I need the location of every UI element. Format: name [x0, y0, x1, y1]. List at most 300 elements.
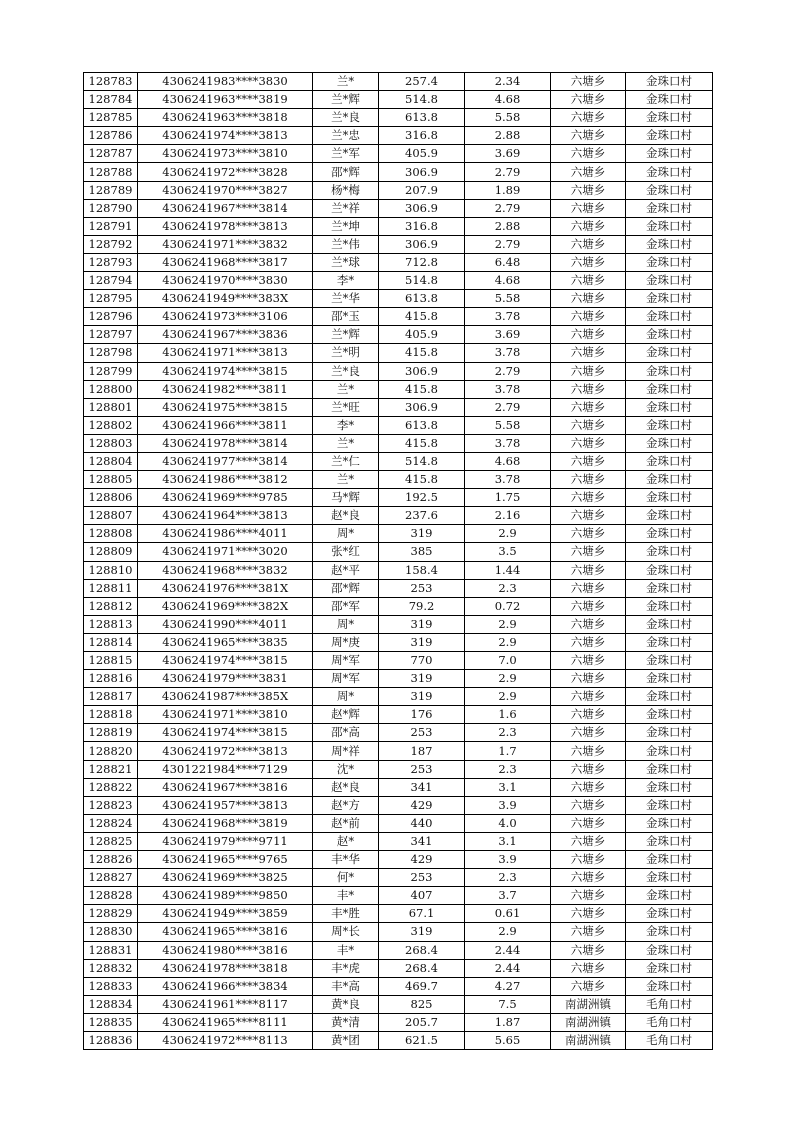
area-cell: 5.58 — [465, 416, 551, 434]
village-cell: 金珠口村 — [626, 163, 713, 181]
village-cell: 金珠口村 — [626, 724, 713, 742]
village-cell: 金珠口村 — [626, 905, 713, 923]
id-number-cell: 4306241974****3813 — [138, 127, 313, 145]
name-cell: 兰*忠 — [313, 127, 379, 145]
name-cell: 黄*清 — [313, 1013, 379, 1031]
id-number-cell: 4306241965****9765 — [138, 851, 313, 869]
area-cell: 2.44 — [465, 941, 551, 959]
table-row — [84, 471, 713, 489]
amount-cell: 205.7 — [379, 1013, 465, 1031]
name-cell: 兰* — [313, 73, 379, 91]
village-cell: 金珠口村 — [626, 887, 713, 905]
area-cell: 3.69 — [465, 145, 551, 163]
area-cell: 2.3 — [465, 869, 551, 887]
township-cell: 南湖洲镇 — [551, 1013, 626, 1031]
id-number-cell: 4306241970****3830 — [138, 272, 313, 290]
table-row — [84, 561, 713, 579]
amount-cell: 253 — [379, 869, 465, 887]
village-cell: 金珠口村 — [626, 253, 713, 271]
village-cell: 毛角口村 — [626, 995, 713, 1013]
village-cell: 金珠口村 — [626, 434, 713, 452]
township-cell: 六塘乡 — [551, 217, 626, 235]
amount-cell: 207.9 — [379, 181, 465, 199]
area-cell: 4.0 — [465, 814, 551, 832]
village-cell: 金珠口村 — [626, 706, 713, 724]
table-row — [84, 995, 713, 1013]
amount-cell: 613.8 — [379, 416, 465, 434]
area-cell: 1.44 — [465, 561, 551, 579]
village-cell: 金珠口村 — [626, 561, 713, 579]
serial-number-cell: 128797 — [84, 326, 138, 344]
id-number-cell: 4306241963****3818 — [138, 109, 313, 127]
table-row — [84, 905, 713, 923]
amount-cell: 341 — [379, 778, 465, 796]
township-cell: 六塘乡 — [551, 362, 626, 380]
serial-number-cell: 128792 — [84, 235, 138, 253]
township-cell: 六塘乡 — [551, 760, 626, 778]
serial-number-cell: 128822 — [84, 778, 138, 796]
area-cell: 2.44 — [465, 959, 551, 977]
township-cell: 六塘乡 — [551, 73, 626, 91]
id-number-cell: 4306241949****3859 — [138, 905, 313, 923]
name-cell: 马*辉 — [313, 489, 379, 507]
township-cell: 六塘乡 — [551, 923, 626, 941]
amount-cell: 319 — [379, 670, 465, 688]
serial-number-cell: 128826 — [84, 851, 138, 869]
amount-cell: 253 — [379, 579, 465, 597]
table-row — [84, 127, 713, 145]
name-cell: 黄*团 — [313, 1031, 379, 1049]
area-cell: 2.16 — [465, 507, 551, 525]
township-cell: 六塘乡 — [551, 814, 626, 832]
village-cell: 金珠口村 — [626, 199, 713, 217]
id-number-cell: 4306241970****3827 — [138, 181, 313, 199]
id-number-cell: 4306241969****9785 — [138, 489, 313, 507]
serial-number-cell: 128820 — [84, 742, 138, 760]
id-number-cell: 4306241974****3815 — [138, 724, 313, 742]
table-row — [84, 887, 713, 905]
township-cell: 南湖洲镇 — [551, 995, 626, 1013]
area-cell: 3.78 — [465, 380, 551, 398]
id-number-cell: 4306241971****3810 — [138, 706, 313, 724]
area-cell: 2.34 — [465, 73, 551, 91]
area-cell: 3.78 — [465, 308, 551, 326]
id-number-cell: 4306241979****3831 — [138, 670, 313, 688]
township-cell: 六塘乡 — [551, 91, 626, 109]
id-number-cell: 4306241969****3825 — [138, 869, 313, 887]
name-cell: 周* — [313, 525, 379, 543]
village-cell: 金珠口村 — [626, 778, 713, 796]
id-number-cell: 4306241966****3811 — [138, 416, 313, 434]
amount-cell: 770 — [379, 652, 465, 670]
amount-cell: 514.8 — [379, 272, 465, 290]
amount-cell: 306.9 — [379, 398, 465, 416]
township-cell: 六塘乡 — [551, 253, 626, 271]
area-cell: 2.79 — [465, 398, 551, 416]
village-cell: 金珠口村 — [626, 923, 713, 941]
id-number-cell: 4306241969****382X — [138, 597, 313, 615]
name-cell: 邵*高 — [313, 724, 379, 742]
table-row — [84, 615, 713, 633]
serial-number-cell: 128808 — [84, 525, 138, 543]
name-cell: 李* — [313, 416, 379, 434]
serial-number-cell: 128812 — [84, 597, 138, 615]
area-cell: 2.9 — [465, 633, 551, 651]
area-cell: 3.69 — [465, 326, 551, 344]
amount-cell: 306.9 — [379, 235, 465, 253]
serial-number-cell: 128828 — [84, 887, 138, 905]
serial-number-cell: 128785 — [84, 109, 138, 127]
township-cell: 六塘乡 — [551, 905, 626, 923]
name-cell: 张*红 — [313, 543, 379, 561]
name-cell: 赵*良 — [313, 778, 379, 796]
village-cell: 金珠口村 — [626, 851, 713, 869]
serial-number-cell: 128787 — [84, 145, 138, 163]
serial-number-cell: 128830 — [84, 923, 138, 941]
serial-number-cell: 128790 — [84, 199, 138, 217]
table-row — [84, 543, 713, 561]
serial-number-cell: 128804 — [84, 452, 138, 470]
name-cell: 兰*军 — [313, 145, 379, 163]
village-cell: 金珠口村 — [626, 507, 713, 525]
table-row — [84, 760, 713, 778]
serial-number-cell: 128791 — [84, 217, 138, 235]
id-number-cell: 4306241949****383X — [138, 290, 313, 308]
area-cell: 2.3 — [465, 724, 551, 742]
id-number-cell: 4306241965****8111 — [138, 1013, 313, 1031]
area-cell: 4.68 — [465, 272, 551, 290]
table-row — [84, 434, 713, 452]
serial-number-cell: 128833 — [84, 977, 138, 995]
village-cell: 金珠口村 — [626, 941, 713, 959]
id-number-cell: 4306241971****3020 — [138, 543, 313, 561]
serial-number-cell: 128829 — [84, 905, 138, 923]
name-cell: 周*长 — [313, 923, 379, 941]
amount-cell: 613.8 — [379, 109, 465, 127]
village-cell: 金珠口村 — [626, 633, 713, 651]
area-cell: 2.79 — [465, 235, 551, 253]
village-cell: 毛角口村 — [626, 1013, 713, 1031]
amount-cell: 415.8 — [379, 380, 465, 398]
village-cell: 金珠口村 — [626, 471, 713, 489]
amount-cell: 176 — [379, 706, 465, 724]
name-cell: 兰*辉 — [313, 91, 379, 109]
area-cell: 2.88 — [465, 217, 551, 235]
amount-cell: 407 — [379, 887, 465, 905]
area-cell: 4.68 — [465, 91, 551, 109]
township-cell: 六塘乡 — [551, 145, 626, 163]
village-cell: 金珠口村 — [626, 579, 713, 597]
township-cell: 六塘乡 — [551, 290, 626, 308]
name-cell: 兰*伟 — [313, 235, 379, 253]
village-cell: 金珠口村 — [626, 398, 713, 416]
area-cell: 2.3 — [465, 579, 551, 597]
table-row — [84, 199, 713, 217]
area-cell: 5.65 — [465, 1031, 551, 1049]
id-number-cell: 4306241971****3813 — [138, 344, 313, 362]
village-cell: 金珠口村 — [626, 380, 713, 398]
area-cell: 0.61 — [465, 905, 551, 923]
id-number-cell: 4301221984****7129 — [138, 760, 313, 778]
village-cell: 金珠口村 — [626, 869, 713, 887]
area-cell: 2.9 — [465, 525, 551, 543]
id-number-cell: 4306241967****3836 — [138, 326, 313, 344]
id-number-cell: 4306241964****3813 — [138, 507, 313, 525]
village-cell: 金珠口村 — [626, 362, 713, 380]
village-cell: 金珠口村 — [626, 796, 713, 814]
area-cell: 3.78 — [465, 434, 551, 452]
name-cell: 赵*辉 — [313, 706, 379, 724]
village-cell: 金珠口村 — [626, 977, 713, 995]
id-number-cell: 4306241977****3814 — [138, 452, 313, 470]
table-row — [84, 670, 713, 688]
name-cell: 兰* — [313, 380, 379, 398]
table-row — [84, 652, 713, 670]
area-cell: 3.78 — [465, 344, 551, 362]
serial-number-cell: 128817 — [84, 688, 138, 706]
township-cell: 六塘乡 — [551, 398, 626, 416]
village-cell: 金珠口村 — [626, 109, 713, 127]
name-cell: 丰*高 — [313, 977, 379, 995]
amount-cell: 415.8 — [379, 434, 465, 452]
amount-cell: 192.5 — [379, 489, 465, 507]
village-cell: 金珠口村 — [626, 959, 713, 977]
village-cell: 金珠口村 — [626, 272, 713, 290]
name-cell: 兰*旺 — [313, 398, 379, 416]
area-cell: 1.6 — [465, 706, 551, 724]
table-row — [84, 706, 713, 724]
id-number-cell: 4306241963****3819 — [138, 91, 313, 109]
name-cell: 赵*方 — [313, 796, 379, 814]
village-cell: 金珠口村 — [626, 742, 713, 760]
name-cell: 兰* — [313, 434, 379, 452]
id-number-cell: 4306241979****9711 — [138, 832, 313, 850]
id-number-cell: 4306241980****3816 — [138, 941, 313, 959]
amount-cell: 415.8 — [379, 471, 465, 489]
name-cell: 邵*辉 — [313, 163, 379, 181]
amount-cell: 67.1 — [379, 905, 465, 923]
amount-cell: 268.4 — [379, 959, 465, 977]
serial-number-cell: 128805 — [84, 471, 138, 489]
amount-cell: 712.8 — [379, 253, 465, 271]
id-number-cell: 4306241957****3813 — [138, 796, 313, 814]
village-cell: 金珠口村 — [626, 760, 713, 778]
name-cell: 兰* — [313, 471, 379, 489]
township-cell: 六塘乡 — [551, 127, 626, 145]
name-cell: 赵*良 — [313, 507, 379, 525]
amount-cell: 341 — [379, 832, 465, 850]
village-cell: 金珠口村 — [626, 615, 713, 633]
id-number-cell: 4306241978****3813 — [138, 217, 313, 235]
table-row — [84, 796, 713, 814]
area-cell: 2.9 — [465, 923, 551, 941]
id-number-cell: 4306241967****3814 — [138, 199, 313, 217]
table-row — [84, 73, 713, 91]
township-cell: 六塘乡 — [551, 742, 626, 760]
id-number-cell: 4306241983****3830 — [138, 73, 313, 91]
table-body — [84, 73, 713, 1050]
id-number-cell: 4306241972****8113 — [138, 1031, 313, 1049]
amount-cell: 306.9 — [379, 163, 465, 181]
serial-number-cell: 128819 — [84, 724, 138, 742]
table-row — [84, 1031, 713, 1049]
township-cell: 六塘乡 — [551, 959, 626, 977]
name-cell: 赵* — [313, 832, 379, 850]
township-cell: 六塘乡 — [551, 615, 626, 633]
amount-cell: 237.6 — [379, 507, 465, 525]
village-cell: 金珠口村 — [626, 416, 713, 434]
area-cell: 3.9 — [465, 851, 551, 869]
serial-number-cell: 128798 — [84, 344, 138, 362]
area-cell: 3.1 — [465, 778, 551, 796]
name-cell: 周*军 — [313, 652, 379, 670]
name-cell: 兰*坤 — [313, 217, 379, 235]
table-row — [84, 851, 713, 869]
serial-number-cell: 128827 — [84, 869, 138, 887]
village-cell: 金珠口村 — [626, 145, 713, 163]
id-number-cell: 4306241967****3816 — [138, 778, 313, 796]
serial-number-cell: 128823 — [84, 796, 138, 814]
id-number-cell: 4306241971****3832 — [138, 235, 313, 253]
township-cell: 六塘乡 — [551, 778, 626, 796]
amount-cell: 621.5 — [379, 1031, 465, 1049]
township-cell: 六塘乡 — [551, 597, 626, 615]
serial-number-cell: 128783 — [84, 73, 138, 91]
village-cell: 金珠口村 — [626, 832, 713, 850]
village-cell: 金珠口村 — [626, 73, 713, 91]
table-row — [84, 290, 713, 308]
serial-number-cell: 128788 — [84, 163, 138, 181]
table-row — [84, 109, 713, 127]
serial-number-cell: 128818 — [84, 706, 138, 724]
village-cell: 金珠口村 — [626, 290, 713, 308]
table-row — [84, 923, 713, 941]
table-row — [84, 145, 713, 163]
name-cell: 杨*梅 — [313, 181, 379, 199]
township-cell: 六塘乡 — [551, 561, 626, 579]
table-row — [84, 489, 713, 507]
serial-number-cell: 128816 — [84, 670, 138, 688]
village-cell: 金珠口村 — [626, 688, 713, 706]
table-row — [84, 217, 713, 235]
amount-cell: 469.7 — [379, 977, 465, 995]
id-number-cell: 4306241986****3812 — [138, 471, 313, 489]
township-cell: 六塘乡 — [551, 507, 626, 525]
name-cell: 邵*辉 — [313, 579, 379, 597]
serial-number-cell: 128793 — [84, 253, 138, 271]
township-cell: 六塘乡 — [551, 869, 626, 887]
name-cell: 兰*球 — [313, 253, 379, 271]
amount-cell: 268.4 — [379, 941, 465, 959]
name-cell: 李* — [313, 272, 379, 290]
name-cell: 丰*虎 — [313, 959, 379, 977]
area-cell: 2.9 — [465, 615, 551, 633]
amount-cell: 187 — [379, 742, 465, 760]
area-cell: 4.27 — [465, 977, 551, 995]
amount-cell: 405.9 — [379, 145, 465, 163]
amount-cell: 316.8 — [379, 127, 465, 145]
area-cell: 3.5 — [465, 543, 551, 561]
village-cell: 金珠口村 — [626, 525, 713, 543]
amount-cell: 415.8 — [379, 308, 465, 326]
id-number-cell: 4306241968****3832 — [138, 561, 313, 579]
amount-cell: 79.2 — [379, 597, 465, 615]
table-row — [84, 362, 713, 380]
amount-cell: 440 — [379, 814, 465, 832]
serial-number-cell: 128795 — [84, 290, 138, 308]
area-cell: 5.58 — [465, 109, 551, 127]
name-cell: 邵*军 — [313, 597, 379, 615]
township-cell: 六塘乡 — [551, 706, 626, 724]
name-cell: 兰*良 — [313, 362, 379, 380]
name-cell: 周* — [313, 688, 379, 706]
amount-cell: 253 — [379, 760, 465, 778]
name-cell: 丰*华 — [313, 851, 379, 869]
table-row — [84, 742, 713, 760]
village-cell: 金珠口村 — [626, 308, 713, 326]
area-cell: 4.68 — [465, 452, 551, 470]
id-number-cell: 4306241972****3813 — [138, 742, 313, 760]
table-row — [84, 977, 713, 995]
township-cell: 六塘乡 — [551, 380, 626, 398]
table-row — [84, 959, 713, 977]
area-cell: 3.1 — [465, 832, 551, 850]
table-row — [84, 579, 713, 597]
amount-cell: 514.8 — [379, 452, 465, 470]
area-cell: 2.3 — [465, 760, 551, 778]
table-row — [84, 326, 713, 344]
township-cell: 六塘乡 — [551, 851, 626, 869]
table-row — [84, 235, 713, 253]
township-cell: 六塘乡 — [551, 652, 626, 670]
area-cell: 1.75 — [465, 489, 551, 507]
area-cell: 3.7 — [465, 887, 551, 905]
name-cell: 丰* — [313, 941, 379, 959]
table-row — [84, 724, 713, 742]
township-cell: 六塘乡 — [551, 326, 626, 344]
village-cell: 金珠口村 — [626, 814, 713, 832]
name-cell: 兰*良 — [313, 109, 379, 127]
amount-cell: 306.9 — [379, 199, 465, 217]
amount-cell: 253 — [379, 724, 465, 742]
serial-number-cell: 128824 — [84, 814, 138, 832]
name-cell: 沈* — [313, 760, 379, 778]
township-cell: 六塘乡 — [551, 724, 626, 742]
township-cell: 六塘乡 — [551, 688, 626, 706]
village-cell: 金珠口村 — [626, 670, 713, 688]
township-cell: 六塘乡 — [551, 109, 626, 127]
amount-cell: 405.9 — [379, 326, 465, 344]
serial-number-cell: 128794 — [84, 272, 138, 290]
name-cell: 兰*辉 — [313, 326, 379, 344]
area-cell: 6.48 — [465, 253, 551, 271]
id-number-cell: 4306241978****3814 — [138, 434, 313, 452]
serial-number-cell: 128806 — [84, 489, 138, 507]
serial-number-cell: 128803 — [84, 434, 138, 452]
serial-number-cell: 128814 — [84, 633, 138, 651]
id-number-cell: 4306241987****385X — [138, 688, 313, 706]
serial-number-cell: 128800 — [84, 380, 138, 398]
area-cell: 7.0 — [465, 652, 551, 670]
area-cell: 0.72 — [465, 597, 551, 615]
id-number-cell: 4306241961****8117 — [138, 995, 313, 1013]
table-row — [84, 181, 713, 199]
serial-number-cell: 128834 — [84, 995, 138, 1013]
area-cell: 2.79 — [465, 199, 551, 217]
subsidy-table — [83, 72, 713, 1050]
serial-number-cell: 128784 — [84, 91, 138, 109]
township-cell: 六塘乡 — [551, 181, 626, 199]
